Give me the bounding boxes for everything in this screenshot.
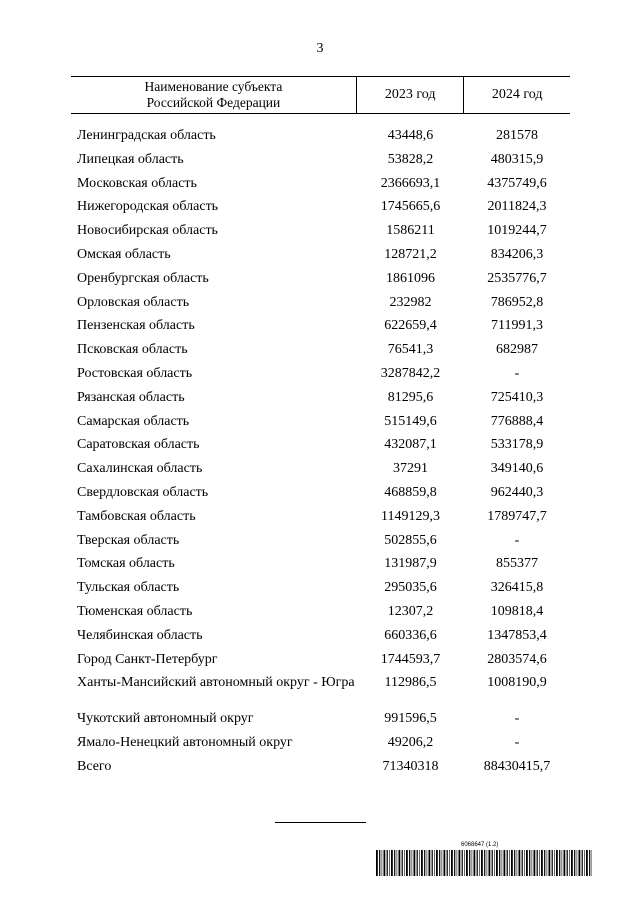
value-2023: 37291 bbox=[393, 461, 428, 477]
region-name: Саратовская область bbox=[77, 437, 200, 453]
table-row bbox=[71, 317, 570, 341]
region-name: Ямало-Ненецкий автономный округ bbox=[77, 735, 293, 751]
value-2024: - bbox=[514, 735, 520, 751]
value-2024: 725410,3 bbox=[490, 389, 544, 405]
value-2024: 533178,9 bbox=[490, 437, 544, 453]
value-2024: - bbox=[514, 365, 520, 381]
value-2023: 53828,2 bbox=[387, 151, 434, 167]
value-2023: 232982 bbox=[389, 294, 432, 310]
table-row bbox=[71, 674, 570, 710]
header-year-2024: 2024 год bbox=[463, 77, 570, 113]
value-2024: 326415,8 bbox=[490, 580, 544, 596]
table-row bbox=[71, 389, 570, 413]
table-row bbox=[71, 175, 570, 199]
header-subject bbox=[71, 77, 356, 113]
value-2023: 991596,5 bbox=[384, 711, 437, 727]
table-row bbox=[71, 341, 570, 365]
value-2024: 2535776,7 bbox=[487, 270, 547, 286]
value-2023: 295035,6 bbox=[384, 580, 437, 596]
value-2024: 4375749,6 bbox=[487, 175, 547, 191]
region-name: Тверская область bbox=[77, 532, 180, 548]
table-row bbox=[71, 198, 570, 222]
value-2024: 2803574,6 bbox=[487, 651, 547, 667]
value-2024: 349140,6 bbox=[490, 461, 544, 477]
region-name: Город Санкт-Петербург bbox=[77, 651, 218, 667]
value-2023: 1586211 bbox=[386, 223, 435, 239]
page-number: 3 bbox=[316, 41, 324, 56]
value-2024: 855377 bbox=[496, 556, 538, 572]
header-subject-line2: Российской Федерации bbox=[146, 95, 281, 110]
region-name: Тульская область bbox=[77, 580, 180, 596]
value-2023: 1745665,6 bbox=[380, 199, 441, 215]
value-2023: 3287842,2 bbox=[380, 365, 441, 381]
region-name: Московская область bbox=[77, 175, 197, 191]
table-row bbox=[71, 151, 570, 175]
value-2023: 12307,2 bbox=[387, 603, 434, 619]
region-name: Нижегородская область bbox=[77, 199, 219, 215]
value-2024: 682987 bbox=[496, 342, 538, 358]
region-name: Псковская область bbox=[77, 342, 188, 358]
header-subject-line1: Наименование субъекта bbox=[144, 79, 283, 94]
table-row bbox=[71, 532, 570, 556]
value-2024: 1347853,4 bbox=[487, 627, 547, 643]
header-year-2023: 2023 год bbox=[356, 77, 464, 113]
value-2024: 711991,3 bbox=[491, 318, 543, 334]
value-2023: 432087,1 bbox=[384, 437, 437, 453]
value-2024: 1789747,7 bbox=[487, 508, 547, 524]
region-name: Свердловская область bbox=[77, 484, 209, 500]
region-name: Тюменская область bbox=[77, 603, 193, 619]
table-row bbox=[71, 413, 570, 437]
value-2023: 131987,9 bbox=[384, 556, 437, 572]
document-code: 6068647 (1.2) bbox=[461, 842, 499, 848]
value-2024: 1008190,9 bbox=[487, 675, 547, 691]
table-row bbox=[71, 436, 570, 460]
region-name: Рязанская область bbox=[77, 389, 185, 405]
table-row bbox=[71, 555, 570, 579]
table-row bbox=[71, 579, 570, 603]
value-2023: 515149,6 bbox=[384, 413, 437, 429]
table-row bbox=[71, 460, 570, 484]
region-name: Всего bbox=[77, 758, 112, 774]
table-row bbox=[71, 603, 570, 627]
region-name: Сахалинская область bbox=[77, 461, 203, 477]
region-name: Ханты-Мансийский автономный округ - Югра bbox=[77, 675, 355, 691]
table-row bbox=[71, 734, 570, 758]
value-2024: 1019244,7 bbox=[487, 223, 547, 239]
value-2024: 776888,4 bbox=[490, 413, 544, 429]
table-row bbox=[71, 710, 570, 734]
barcode-icon bbox=[376, 850, 592, 876]
value-2023: 1149129,3 bbox=[381, 508, 440, 524]
value-2024: 109818,4 bbox=[490, 603, 544, 619]
value-2023: 49206,2 bbox=[387, 735, 434, 751]
value-2024: 962440,3 bbox=[490, 484, 544, 500]
value-2023: 502855,6 bbox=[384, 532, 437, 548]
value-2024: 834206,3 bbox=[490, 246, 544, 262]
table-row bbox=[71, 222, 570, 246]
region-name: Чукотский автономный округ bbox=[77, 711, 254, 727]
value-2024: 2011824,3 bbox=[487, 199, 547, 215]
region-name: Тамбовская область bbox=[77, 508, 196, 524]
region-name: Орловская область bbox=[77, 294, 190, 310]
value-2023: 112986,5 bbox=[384, 675, 437, 691]
region-name: Ростовская область bbox=[77, 365, 193, 381]
table-row bbox=[71, 127, 570, 151]
value-2024: - bbox=[514, 711, 520, 727]
value-2023: 71340318 bbox=[382, 758, 439, 774]
value-2023: 660336,6 bbox=[384, 627, 437, 643]
value-2023: 468859,8 bbox=[384, 484, 437, 500]
value-2024: 88430415,7 bbox=[483, 758, 551, 774]
region-name: Пензенская область bbox=[77, 318, 195, 334]
table-row bbox=[71, 294, 570, 318]
value-2023: 76541,3 bbox=[387, 342, 434, 358]
table-row bbox=[71, 270, 570, 294]
table-row bbox=[71, 651, 570, 675]
region-name: Оренбургская область bbox=[77, 270, 209, 286]
value-2024: 281578 bbox=[496, 128, 538, 143]
table-header bbox=[71, 76, 570, 114]
value-2023: 2366693,1 bbox=[380, 175, 441, 191]
region-name: Липецкая область bbox=[77, 151, 184, 167]
value-2023: 622659,4 bbox=[384, 318, 437, 334]
table-body bbox=[71, 127, 570, 782]
region-name: Новосибирская область bbox=[77, 223, 218, 239]
data-table bbox=[71, 76, 570, 782]
value-2024: 480315,9 bbox=[490, 151, 544, 167]
value-2024: 786952,8 bbox=[490, 294, 544, 310]
value-2023: 81295,6 bbox=[387, 389, 434, 405]
table-row bbox=[71, 365, 570, 389]
region-name: Самарская область bbox=[77, 413, 190, 429]
region-name: Ленинградская область bbox=[77, 128, 216, 143]
value-2023: 128721,2 bbox=[384, 246, 437, 262]
footer-rule bbox=[275, 822, 366, 823]
table-row bbox=[71, 246, 570, 270]
region-name: Томская область bbox=[77, 556, 175, 572]
value-2024: - bbox=[514, 532, 520, 548]
table-row bbox=[71, 758, 570, 782]
table-row bbox=[71, 627, 570, 651]
region-name: Челябинская область bbox=[77, 627, 203, 643]
region-name: Омская область bbox=[77, 246, 171, 262]
value-2023: 43448,6 bbox=[387, 128, 434, 143]
table-row bbox=[71, 508, 570, 532]
table-row bbox=[71, 484, 570, 508]
value-2023: 1861096 bbox=[386, 270, 435, 286]
value-2023: 1744593,7 bbox=[380, 651, 441, 667]
